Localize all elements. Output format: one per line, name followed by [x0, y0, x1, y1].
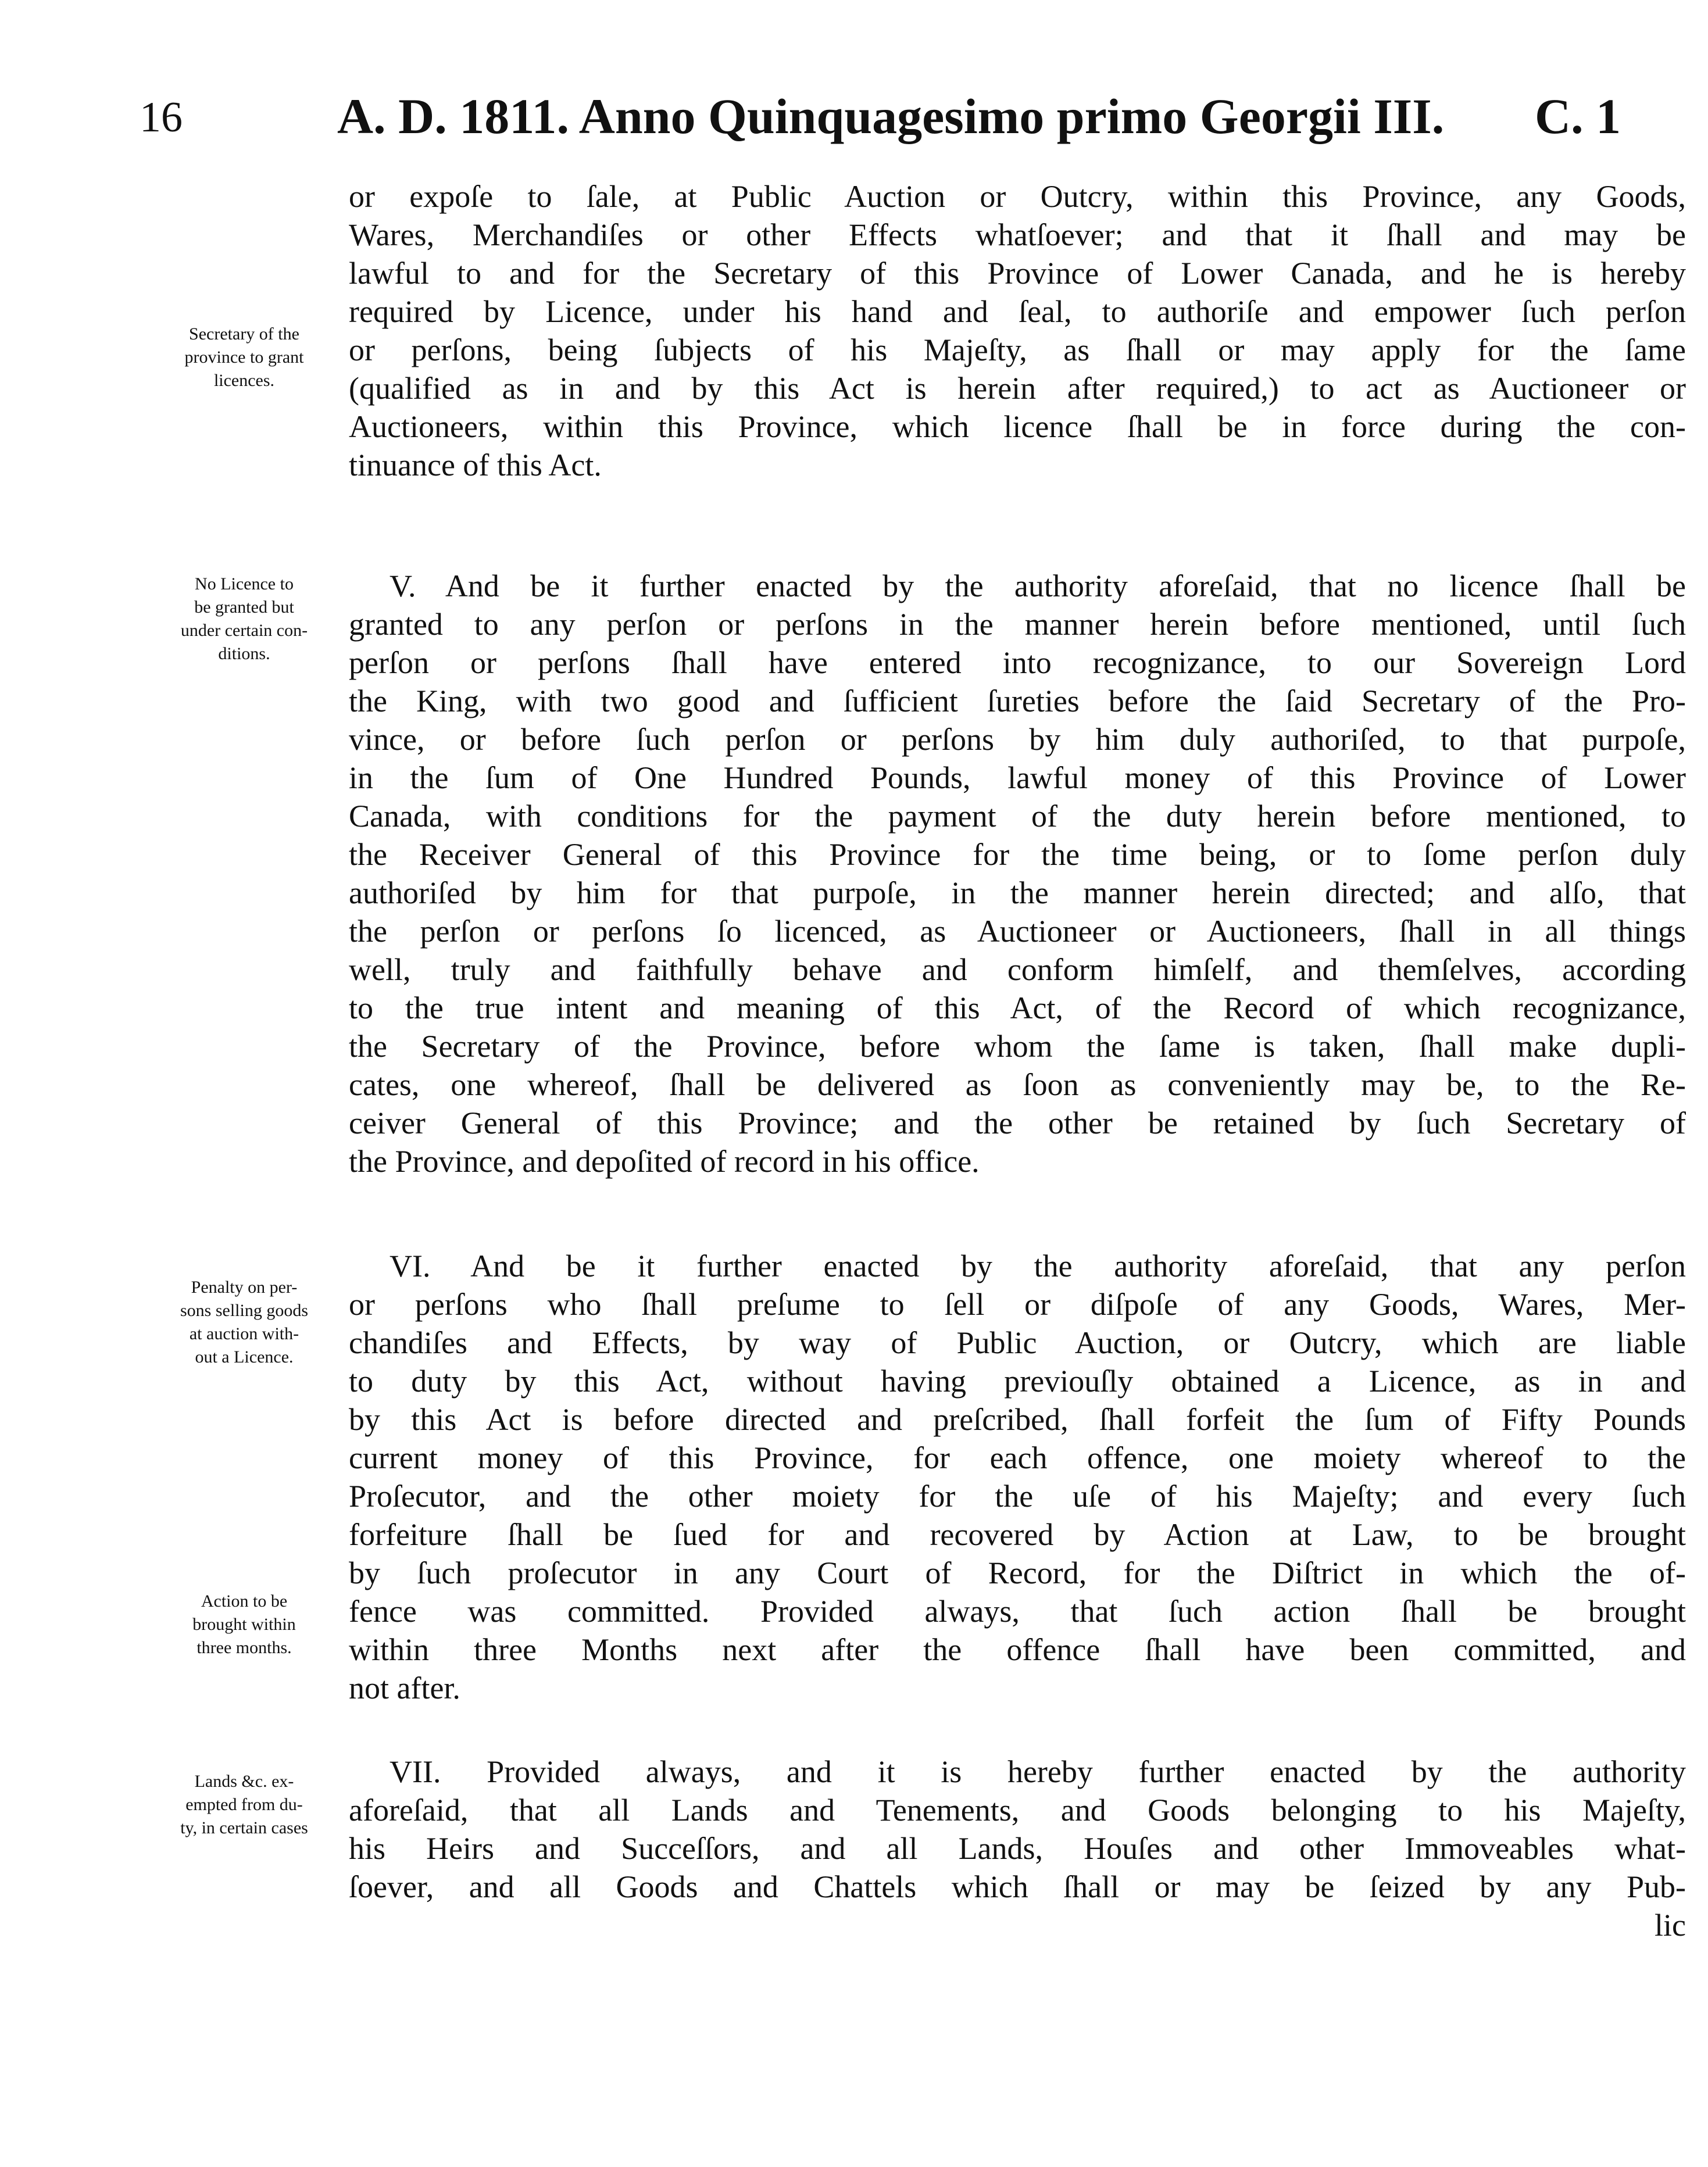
text-line: or perſons who ſhall preſume to ſell or diſpoſe of any Goods, Wares, Mer-: [349, 1287, 1686, 1322]
text-line: chandiſes and Effects, by way of Public Auction, or Outcry, which are liable: [349, 1325, 1686, 1360]
chapter-number: C. 1: [1535, 88, 1621, 144]
text-line: required by Licence, under his hand and ſeal, to authoriſe and empower ſuch perſon: [349, 294, 1686, 329]
note-line: Action to be: [201, 1592, 288, 1611]
marginal-note: [145, 1590, 343, 1660]
note-line: province to grant: [184, 348, 304, 367]
text-line: authoriſed by him for that purpoſe, in the manner herein directed; and alſo, that: [349, 875, 1686, 910]
text-line: Auctioneers, within this Province, which licence ſhall be in force during the con-: [349, 409, 1686, 444]
note-line: No Licence to: [195, 574, 294, 593]
section-v: [349, 567, 1686, 1181]
text-line: current money of this Province, for each offence, one moiety whereof to the: [349, 1440, 1686, 1475]
text-line: or expoſe to ſale, at Public Auction or Outcry, within this Province, any Goods,: [349, 179, 1686, 214]
note-line: ditions.: [218, 644, 270, 663]
note-line: sons selling goods: [180, 1301, 309, 1320]
text-line: ceiver General of this Province; and the other be retained by ſuch Secretary of: [349, 1106, 1686, 1140]
note-line: brought within: [192, 1615, 296, 1634]
text-line: ſoever, and all Goods and Chattels which ſhall or may be ſeized by any Pub-: [349, 1869, 1686, 1904]
text-line: aforeſaid, that all Lands and Tenements, and Goods belonging to his Majeſty,: [349, 1793, 1686, 1828]
text-line: Canada, with conditions for the payment of the duty herein before mentioned, to: [349, 799, 1686, 834]
text-line: well, truly and faithfully behave and conform himſelf, and themſelves, according: [349, 952, 1686, 987]
text-line: vince, or before ſuch perſon or perſons by him duly authoriſed, to that purpoſe,: [349, 722, 1686, 757]
text-line: V. And be it further enacted by the authority aforeſaid, that no licence ſhall be: [390, 568, 1686, 603]
text-line: lawful to and for the Secretary of this Province of Lower Canada, and he is hereby: [349, 256, 1686, 291]
note-line: licences.: [213, 371, 275, 390]
note-line: be granted but: [194, 598, 294, 617]
marginal-note: [145, 1770, 343, 1840]
note-line: Penalty on per-: [191, 1278, 298, 1297]
section-vii: [349, 1753, 1686, 1944]
text-line: the perſon or perſons ſo licenced, as Auctioneer or Auctioneers, ſhall in all things: [349, 914, 1686, 949]
note-line: under certain con-: [180, 621, 308, 640]
section-vi: [349, 1247, 1686, 1707]
text-line: or perſons, being ſubjects of his Majeſty, as ſhall or may apply for the ſame: [349, 332, 1686, 367]
text-line: VII. Provided always, and it is hereby further enacted by the authority: [390, 1754, 1686, 1789]
text-line: in the ſum of One Hundred Pounds, lawful money of this Province of Lower: [349, 760, 1686, 795]
text-line: his Heirs and Succeſſors, and all Lands, Houſes and other Immoveables what-: [349, 1831, 1686, 1866]
text-line: perſon or perſons ſhall have entered into recognizance, to our Sovereign Lord: [349, 645, 1686, 680]
note-line: Lands &c. ex-: [194, 1772, 294, 1791]
text-line: Proſecutor, and the other moiety for the uſe of his Majeſty; and every ſuch: [349, 1479, 1686, 1514]
marginal-note: [145, 573, 343, 666]
text-line: not after.: [349, 1671, 460, 1705]
paragraph-continuation: [349, 177, 1686, 484]
marginal-note: [145, 323, 343, 392]
text-line: by this Act is before directed and preſcribed, ſhall forfeit the ſum of Fifty Pounds: [349, 1402, 1686, 1437]
text-line: the Secretary of the Province, before whom the ſame is taken, ſhall make dupli-: [349, 1029, 1686, 1064]
text-line: tinuance of this Act.: [349, 448, 602, 482]
text-line: fence was committed. Provided always, that ſuch action ſhall be brought: [349, 1594, 1686, 1629]
text-line: (qualified as in and by this Act is herein after required,) to act as Auctioneer or: [349, 371, 1686, 406]
text-line: granted to any perſon or perſons in the manner herein before mentioned, until ſuch: [349, 607, 1686, 642]
text-line: to the true intent and meaning of this Act, of the Record of which recognizance,: [349, 990, 1686, 1025]
note-line: three months.: [196, 1638, 292, 1657]
note-line: empted from du-: [185, 1795, 303, 1814]
note-line: Secretary of the: [189, 324, 299, 344]
text-line: by ſuch proſecutor in any Court of Record, for the Diſtrict in which the of-: [349, 1555, 1686, 1590]
marginal-note: [145, 1276, 343, 1369]
running-head: A. D. 1811. Anno Quinquagesimo primo Georgii III.: [337, 88, 1445, 144]
text-line: the Receiver General of this Province for the time being, or to ſome perſon duly: [349, 837, 1686, 872]
page-number: 16: [140, 94, 183, 141]
text-line: the Province, and depoſited of record in his office.: [349, 1144, 980, 1179]
text-line: to duty by this Act, without having previouſly obtained a Licence, as in and: [349, 1364, 1686, 1399]
text-line: cates, one whereof, ſhall be delivered as ſoon as conveniently may be, to the Re-: [349, 1067, 1686, 1102]
catchword: lic: [1655, 1908, 1686, 1943]
text-line: the King, with two good and ſufficient ſureties before the ſaid Secretary of the Pro-: [349, 684, 1686, 718]
note-line: out a Licence.: [195, 1347, 294, 1367]
text-line: Wares, Merchandiſes or other Effects whatſoever; and that it ſhall and may be: [349, 217, 1686, 252]
text-line: forfeiture ſhall be ſued for and recovered by Action at Law, to be brought: [349, 1517, 1686, 1552]
note-line: at auction with-: [189, 1324, 299, 1343]
note-line: ty, in certain cases: [180, 1818, 308, 1837]
text-line: VI. And be it further enacted by the authority aforeſaid, that any perſon: [390, 1249, 1686, 1283]
page-header: [140, 87, 1674, 157]
text-line: within three Months next after the offence ſhall have been committed, and: [349, 1632, 1686, 1667]
